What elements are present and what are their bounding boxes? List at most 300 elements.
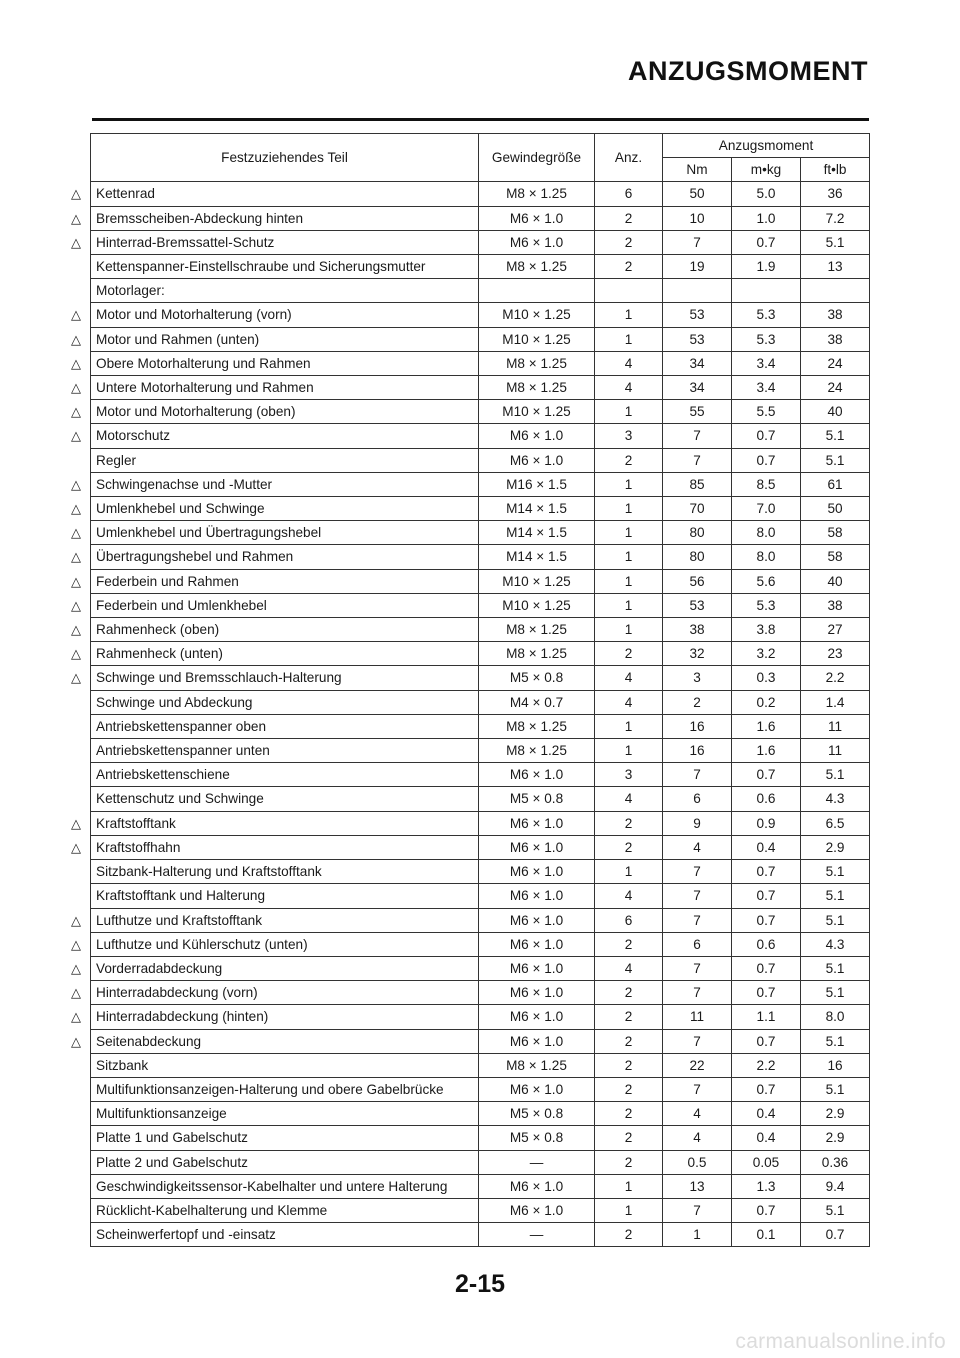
torque-nm-cell xyxy=(663,279,732,303)
quantity-cell: 1 xyxy=(595,545,663,569)
torque-ftlb-cell: 7.2 xyxy=(801,206,870,230)
table-row xyxy=(91,1053,870,1077)
thread-size-cell: M8 × 1.25 xyxy=(479,714,595,738)
torque-mkg-cell: 1.1 xyxy=(732,1005,801,1029)
table-row xyxy=(91,545,870,569)
part-cell xyxy=(91,1198,479,1222)
thread-size-cell: M6 × 1.0 xyxy=(479,1077,595,1101)
part-cell xyxy=(91,279,479,303)
part-name: Motorlager: xyxy=(96,283,165,299)
quantity-cell: 2 xyxy=(595,1077,663,1101)
torque-ftlb-cell: 1.4 xyxy=(801,690,870,714)
part-name: Hinterrad-Bremssattel-Schutz xyxy=(96,234,275,250)
part-name: Kettenrad xyxy=(96,186,155,202)
part-cell xyxy=(71,424,479,448)
part-name: Schwinge und Abdeckung xyxy=(96,694,253,710)
thread-size-cell: M10 × 1.25 xyxy=(479,327,595,351)
torque-ftlb-cell: 16 xyxy=(801,1053,870,1077)
warning-triangle-icon: △ xyxy=(71,549,81,565)
quantity-cell: 1 xyxy=(595,714,663,738)
part-cell xyxy=(91,690,479,714)
torque-ftlb-cell: 4.3 xyxy=(801,932,870,956)
quantity-cell: 2 xyxy=(595,932,663,956)
table-row xyxy=(91,351,870,375)
torque-ftlb-cell: 5.1 xyxy=(801,1198,870,1222)
part-name: Untere Motorhalterung und Rahmen xyxy=(96,380,314,396)
torque-mkg-cell: 3.4 xyxy=(732,376,801,400)
torque-mkg-cell: 0.7 xyxy=(732,956,801,980)
warning-triangle-icon: △ xyxy=(71,234,81,250)
table-row xyxy=(91,690,870,714)
thread-size-cell: M8 × 1.25 xyxy=(479,376,595,400)
thread-size-cell xyxy=(479,279,595,303)
torque-mkg-cell: 0.4 xyxy=(732,1126,801,1150)
torque-nm-cell: 4 xyxy=(663,1126,732,1150)
warning-triangle-icon: △ xyxy=(71,912,81,928)
thread-size-cell: M6 × 1.0 xyxy=(479,835,595,859)
part-name: Kraftstofftank und Halterung xyxy=(96,888,266,904)
warning-triangle-icon: △ xyxy=(71,670,81,686)
torque-mkg-cell: 0.7 xyxy=(732,908,801,932)
table-row xyxy=(91,182,870,206)
table-row xyxy=(91,1102,870,1126)
warning-triangle-icon: △ xyxy=(71,815,81,831)
quantity-cell: 2 xyxy=(595,981,663,1005)
torque-mkg-cell: 0.7 xyxy=(732,860,801,884)
thread-size-cell: M8 × 1.25 xyxy=(479,618,595,642)
table-row xyxy=(91,860,870,884)
part-cell xyxy=(91,448,479,472)
thread-size-cell: M6 × 1.0 xyxy=(479,811,595,835)
thread-size-cell: M14 × 1.5 xyxy=(479,497,595,521)
quantity-cell: 2 xyxy=(595,1102,663,1126)
part-cell xyxy=(91,1126,479,1150)
part-cell xyxy=(91,714,479,738)
torque-mkg-cell: 0.6 xyxy=(732,787,801,811)
warning-triangle-icon: △ xyxy=(71,307,81,323)
thread-size-cell: M6 × 1.0 xyxy=(479,424,595,448)
quantity-cell: 1 xyxy=(595,400,663,424)
quantity-cell: 1 xyxy=(595,1174,663,1198)
table-row xyxy=(91,956,870,980)
quantity-cell: 1 xyxy=(595,618,663,642)
thread-size-cell: M6 × 1.0 xyxy=(479,1029,595,1053)
watermark: carmanualsonline.info xyxy=(735,1330,946,1353)
part-cell xyxy=(71,618,479,642)
header-nm: Nm xyxy=(663,158,732,182)
torque-mkg-cell: 0.9 xyxy=(732,811,801,835)
part-cell xyxy=(91,1102,479,1126)
part-name: Obere Motorhalterung und Rahmen xyxy=(96,355,311,371)
part-name: Umlenkhebel und Übertragungshebel xyxy=(96,525,322,541)
table-row xyxy=(91,497,870,521)
torque-nm-cell: 80 xyxy=(663,521,732,545)
part-cell xyxy=(91,763,479,787)
thread-size-cell: — xyxy=(479,1223,595,1247)
part-name: Bremsscheiben-Abdeckung hinten xyxy=(96,210,304,226)
part-name: Sitzbank xyxy=(96,1057,149,1073)
thread-size-cell: M14 × 1.5 xyxy=(479,521,595,545)
torque-nm-cell: 34 xyxy=(663,351,732,375)
part-name: Scheinwerfertopf und -einsatz xyxy=(96,1227,276,1243)
thread-size-cell: M5 × 0.8 xyxy=(479,787,595,811)
quantity-cell: 1 xyxy=(595,860,663,884)
table-row xyxy=(91,1126,870,1150)
torque-mkg-cell: 1.0 xyxy=(732,206,801,230)
torque-nm-cell: 6 xyxy=(663,932,732,956)
thread-size-cell: M6 × 1.0 xyxy=(479,763,595,787)
header-quantity: Anz. xyxy=(595,134,663,182)
table-row xyxy=(91,1029,870,1053)
torque-nm-cell: 16 xyxy=(663,739,732,763)
part-name: Kettenschutz und Schwinge xyxy=(96,791,264,807)
torque-mkg-cell: 0.7 xyxy=(732,230,801,254)
table-row xyxy=(91,230,870,254)
part-cell xyxy=(91,1223,479,1247)
table-row xyxy=(91,424,870,448)
table-row xyxy=(91,206,870,230)
quantity-cell: 1 xyxy=(595,1198,663,1222)
torque-nm-cell: 7 xyxy=(663,981,732,1005)
part-name: Hinterradabdeckung (vorn) xyxy=(96,985,258,1001)
torque-nm-cell: 7 xyxy=(663,230,732,254)
quantity-cell: 1 xyxy=(595,739,663,763)
part-cell xyxy=(91,1150,479,1174)
quantity-cell: 4 xyxy=(595,956,663,980)
table-row xyxy=(91,1198,870,1222)
quantity-cell: 6 xyxy=(595,182,663,206)
torque-ftlb-cell: 5.1 xyxy=(801,1029,870,1053)
page-title: ANZUGSMOMENT xyxy=(628,56,868,86)
part-name: Geschwindigkeitssensor-Kabelhalter und untere Halterung xyxy=(96,1178,448,1194)
torque-nm-cell: 4 xyxy=(663,1102,732,1126)
table-row xyxy=(91,884,870,908)
torque-mkg-cell: 7.0 xyxy=(732,497,801,521)
torque-ftlb-cell: 2.2 xyxy=(801,666,870,690)
torque-ftlb-cell: 5.1 xyxy=(801,1077,870,1101)
header-thread-size: Gewindegröße xyxy=(479,134,595,182)
part-name: Rücklicht-Kabelhalterung und Klemme xyxy=(96,1202,328,1218)
warning-triangle-icon: △ xyxy=(71,597,81,613)
warning-triangle-icon: △ xyxy=(71,404,81,420)
part-name: Platte 1 und Gabelschutz xyxy=(96,1130,248,1146)
quantity-cell: 1 xyxy=(595,472,663,496)
torque-mkg-cell: 3.2 xyxy=(732,642,801,666)
quantity-cell: 4 xyxy=(595,376,663,400)
thread-size-cell: M5 × 0.8 xyxy=(479,1126,595,1150)
table-row xyxy=(91,787,870,811)
torque-nm-cell: 1 xyxy=(663,1223,732,1247)
torque-nm-cell: 53 xyxy=(663,593,732,617)
torque-nm-cell: 11 xyxy=(663,1005,732,1029)
part-cell xyxy=(91,1077,479,1101)
torque-ftlb-cell: 5.1 xyxy=(801,908,870,932)
table-row xyxy=(91,303,870,327)
torque-table-body xyxy=(71,182,870,1247)
warning-triangle-icon: △ xyxy=(71,1009,81,1025)
part-name: Lufthutze und Kraftstofftank xyxy=(96,912,263,928)
torque-ftlb-cell: 24 xyxy=(801,351,870,375)
part-cell xyxy=(71,666,479,690)
thread-size-cell: M6 × 1.0 xyxy=(479,908,595,932)
header-torque-group: Anzugsmoment xyxy=(663,134,870,158)
thread-size-cell: M16 × 1.5 xyxy=(479,472,595,496)
torque-nm-cell: 56 xyxy=(663,569,732,593)
part-cell xyxy=(71,1029,479,1053)
warning-triangle-icon: △ xyxy=(71,985,81,1001)
torque-nm-cell: 7 xyxy=(663,424,732,448)
part-name: Antriebskettenschiene xyxy=(96,767,230,783)
warning-triangle-icon: △ xyxy=(71,331,81,347)
thread-size-cell: M5 × 0.8 xyxy=(479,1102,595,1126)
part-name: Vorderradabdeckung xyxy=(96,960,223,976)
table-row xyxy=(91,739,870,763)
torque-nm-cell: 70 xyxy=(663,497,732,521)
quantity-cell: 2 xyxy=(595,255,663,279)
quantity-cell: 4 xyxy=(595,666,663,690)
torque-mkg-cell: 0.3 xyxy=(732,666,801,690)
thread-size-cell: M6 × 1.0 xyxy=(479,884,595,908)
warning-triangle-icon: △ xyxy=(71,646,81,662)
torque-ftlb-cell: 38 xyxy=(801,327,870,351)
torque-ftlb-cell xyxy=(801,279,870,303)
part-name: Hinterradabdeckung (hinten) xyxy=(96,1009,269,1025)
torque-mkg-cell: 0.4 xyxy=(732,1102,801,1126)
quantity-cell: 2 xyxy=(595,1150,663,1174)
warning-triangle-icon: △ xyxy=(71,525,81,541)
torque-nm-cell: 55 xyxy=(663,400,732,424)
torque-mkg-cell: 5.5 xyxy=(732,400,801,424)
table-row xyxy=(91,1174,870,1198)
part-cell xyxy=(91,255,479,279)
part-cell xyxy=(71,981,479,1005)
quantity-cell: 3 xyxy=(595,424,663,448)
table-row xyxy=(91,327,870,351)
thread-size-cell: M6 × 1.0 xyxy=(479,981,595,1005)
torque-nm-cell: 13 xyxy=(663,1174,732,1198)
torque-mkg-cell: 0.4 xyxy=(732,835,801,859)
torque-mkg-cell: 1.3 xyxy=(732,1174,801,1198)
torque-nm-cell: 7 xyxy=(663,908,732,932)
part-cell xyxy=(71,497,479,521)
quantity-cell: 4 xyxy=(595,351,663,375)
torque-ftlb-cell: 13 xyxy=(801,255,870,279)
table-row xyxy=(91,1005,870,1029)
part-name: Motorschutz xyxy=(96,428,171,444)
torque-ftlb-cell: 24 xyxy=(801,376,870,400)
part-name: Kraftstofftank xyxy=(96,815,176,831)
torque-nm-cell: 7 xyxy=(663,448,732,472)
thread-size-cell: M6 × 1.0 xyxy=(479,206,595,230)
warning-triangle-icon: △ xyxy=(71,501,81,517)
table-row xyxy=(91,908,870,932)
torque-ftlb-cell: 4.3 xyxy=(801,787,870,811)
quantity-cell: 1 xyxy=(595,497,663,521)
title-divider xyxy=(92,118,869,121)
quantity-cell: 6 xyxy=(595,908,663,932)
torque-ftlb-cell: 38 xyxy=(801,593,870,617)
thread-size-cell: M6 × 1.0 xyxy=(479,1005,595,1029)
table-row xyxy=(91,835,870,859)
part-cell xyxy=(71,327,479,351)
table-row xyxy=(91,932,870,956)
torque-ftlb-cell: 5.1 xyxy=(801,956,870,980)
header-ftlb: ft•lb xyxy=(801,158,870,182)
torque-nm-cell: 7 xyxy=(663,860,732,884)
table-row xyxy=(91,981,870,1005)
warning-triangle-icon: △ xyxy=(71,936,81,952)
part-cell xyxy=(71,932,479,956)
table-row xyxy=(91,618,870,642)
table-row xyxy=(91,521,870,545)
torque-mkg-cell: 8.0 xyxy=(732,521,801,545)
torque-mkg-cell: 0.7 xyxy=(732,448,801,472)
part-name: Regler xyxy=(96,452,137,468)
torque-mkg-cell: 1.9 xyxy=(732,255,801,279)
torque-ftlb-cell: 50 xyxy=(801,497,870,521)
part-name: Schwingenachse und -Mutter xyxy=(96,476,273,492)
part-cell xyxy=(91,860,479,884)
part-name: Sitzbank-Halterung und Kraftstofftank xyxy=(96,864,322,880)
thread-size-cell: M6 × 1.0 xyxy=(479,932,595,956)
part-cell xyxy=(91,1174,479,1198)
torque-mkg-cell: 5.3 xyxy=(732,593,801,617)
torque-nm-cell: 7 xyxy=(663,1077,732,1101)
torque-nm-cell: 7 xyxy=(663,763,732,787)
quantity-cell: 1 xyxy=(595,593,663,617)
part-name: Antriebskettenspanner unten xyxy=(96,743,270,759)
header-mkg: m•kg xyxy=(732,158,801,182)
torque-nm-cell: 7 xyxy=(663,1198,732,1222)
torque-mkg-cell: 0.2 xyxy=(732,690,801,714)
part-cell xyxy=(71,569,479,593)
torque-ftlb-cell: 11 xyxy=(801,739,870,763)
part-cell xyxy=(91,1053,479,1077)
torque-nm-cell: 19 xyxy=(663,255,732,279)
part-name: Rahmenheck (oben) xyxy=(96,622,220,638)
torque-ftlb-cell: 11 xyxy=(801,714,870,738)
part-name: Motor und Motorhalterung (oben) xyxy=(96,404,296,420)
quantity-cell: 2 xyxy=(595,206,663,230)
torque-nm-cell: 7 xyxy=(663,956,732,980)
torque-ftlb-cell: 61 xyxy=(801,472,870,496)
quantity-cell: 2 xyxy=(595,1223,663,1247)
part-cell xyxy=(71,642,479,666)
torque-mkg-cell: 0.6 xyxy=(732,932,801,956)
warning-triangle-icon: △ xyxy=(71,355,81,371)
part-name: Antriebskettenspanner oben xyxy=(96,718,267,734)
torque-table xyxy=(71,133,870,1247)
thread-size-cell: M14 × 1.5 xyxy=(479,545,595,569)
quantity-cell: 2 xyxy=(595,811,663,835)
warning-triangle-icon: △ xyxy=(71,380,81,396)
thread-size-cell: M6 × 1.0 xyxy=(479,1174,595,1198)
thread-size-cell: M10 × 1.25 xyxy=(479,569,595,593)
page-number: 2-15 xyxy=(454,1270,506,1298)
warning-triangle-icon: △ xyxy=(71,210,81,226)
quantity-cell: 4 xyxy=(595,884,663,908)
quantity-cell: 1 xyxy=(595,327,663,351)
warning-triangle-icon: △ xyxy=(71,960,81,976)
torque-mkg-cell: 8.0 xyxy=(732,545,801,569)
torque-mkg-cell: 5.0 xyxy=(732,182,801,206)
part-name: Federbein und Rahmen xyxy=(96,573,239,589)
torque-ftlb-cell: 5.1 xyxy=(801,763,870,787)
torque-mkg-cell xyxy=(732,279,801,303)
quantity-cell xyxy=(595,279,663,303)
torque-nm-cell: 0.5 xyxy=(663,1150,732,1174)
torque-nm-cell: 7 xyxy=(663,884,732,908)
thread-size-cell: M10 × 1.25 xyxy=(479,303,595,327)
torque-mkg-cell: 0.7 xyxy=(732,981,801,1005)
torque-nm-cell: 50 xyxy=(663,182,732,206)
warning-triangle-icon: △ xyxy=(71,1033,81,1049)
table-row xyxy=(91,376,870,400)
part-cell xyxy=(71,351,479,375)
quantity-cell: 1 xyxy=(595,303,663,327)
part-name: Multifunktionsanzeige xyxy=(96,1106,227,1122)
part-cell xyxy=(71,811,479,835)
torque-nm-cell: 85 xyxy=(663,472,732,496)
part-cell xyxy=(91,787,479,811)
warning-triangle-icon: △ xyxy=(71,622,81,638)
torque-table-header xyxy=(91,134,870,182)
thread-size-cell: M6 × 1.0 xyxy=(479,230,595,254)
torque-ftlb-cell: 27 xyxy=(801,618,870,642)
table-row xyxy=(91,1077,870,1101)
quantity-cell: 3 xyxy=(595,763,663,787)
quantity-cell: 1 xyxy=(595,521,663,545)
warning-triangle-icon: △ xyxy=(71,186,81,202)
torque-nm-cell: 16 xyxy=(663,714,732,738)
quantity-cell: 4 xyxy=(595,690,663,714)
table-row xyxy=(91,279,870,303)
thread-size-cell: M8 × 1.25 xyxy=(479,182,595,206)
part-cell xyxy=(71,400,479,424)
part-name: Umlenkhebel und Schwinge xyxy=(96,501,265,517)
table-row xyxy=(91,666,870,690)
part-cell xyxy=(71,182,479,206)
part-cell xyxy=(71,908,479,932)
torque-mkg-cell: 2.2 xyxy=(732,1053,801,1077)
part-name: Federbein und Umlenkhebel xyxy=(96,597,267,613)
table-row xyxy=(91,1223,870,1247)
thread-size-cell: M10 × 1.25 xyxy=(479,400,595,424)
torque-ftlb-cell: 5.1 xyxy=(801,230,870,254)
table-row xyxy=(91,642,870,666)
part-cell xyxy=(91,884,479,908)
torque-nm-cell: 53 xyxy=(663,327,732,351)
thread-size-cell: M10 × 1.25 xyxy=(479,593,595,617)
torque-ftlb-cell: 6.5 xyxy=(801,811,870,835)
torque-nm-cell: 2 xyxy=(663,690,732,714)
part-name: Kettenspanner-Einstellschraube und Sicherungsmutter xyxy=(96,259,426,275)
part-cell xyxy=(71,376,479,400)
torque-ftlb-cell: 5.1 xyxy=(801,981,870,1005)
thread-size-cell: M6 × 1.0 xyxy=(479,860,595,884)
torque-mkg-cell: 1.6 xyxy=(732,714,801,738)
part-cell xyxy=(71,206,479,230)
torque-ftlb-cell: 40 xyxy=(801,400,870,424)
table-row xyxy=(91,400,870,424)
torque-mkg-cell: 0.7 xyxy=(732,424,801,448)
quantity-cell: 4 xyxy=(595,787,663,811)
warning-triangle-icon: △ xyxy=(71,428,81,444)
torque-ftlb-cell: 38 xyxy=(801,303,870,327)
torque-nm-cell: 32 xyxy=(663,642,732,666)
table-row xyxy=(91,255,870,279)
thread-size-cell: M5 × 0.8 xyxy=(479,666,595,690)
